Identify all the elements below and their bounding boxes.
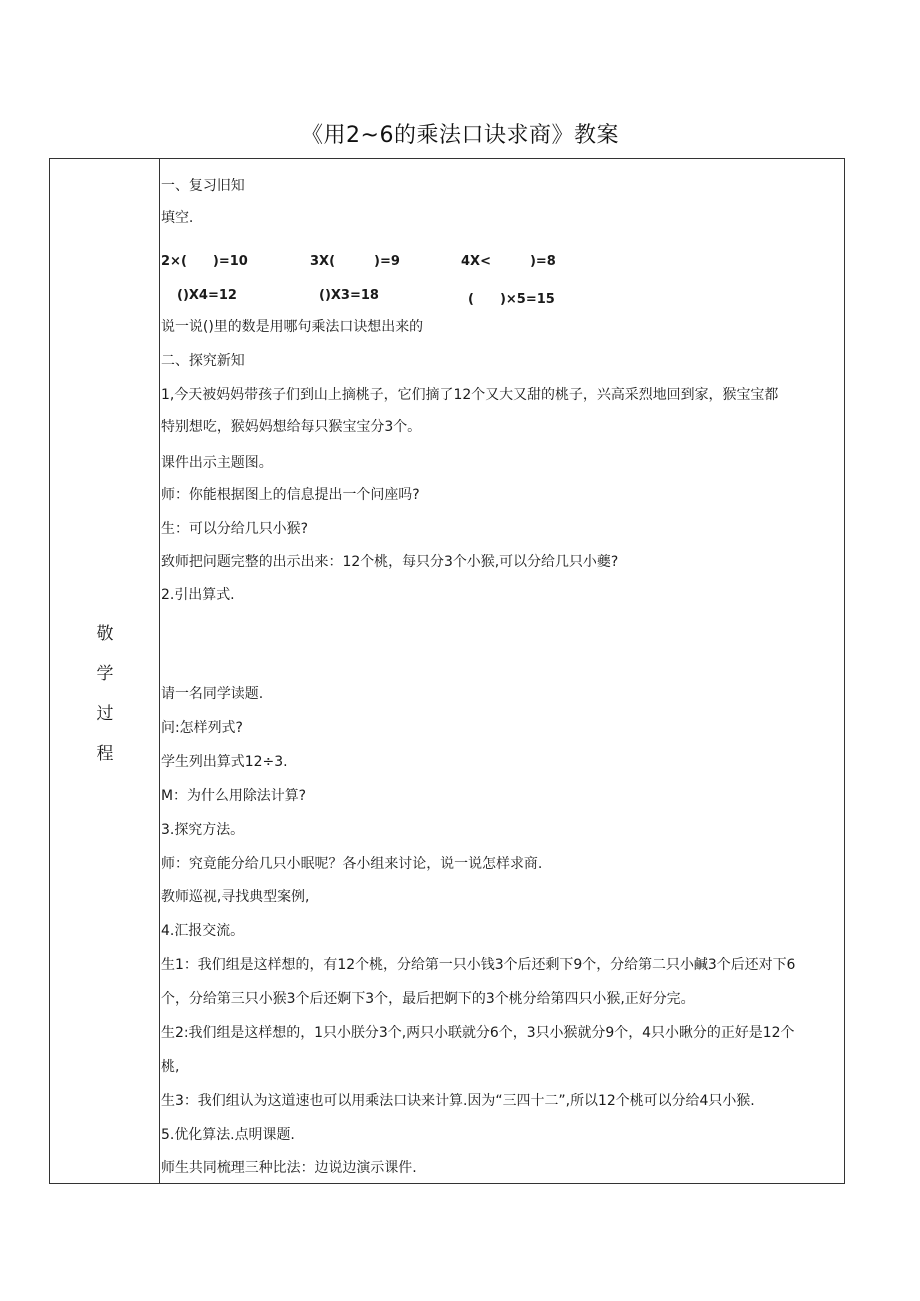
step-heading: 4.汇报交流。 xyxy=(161,923,245,939)
ask-formula: 问:怎样列式? xyxy=(161,720,243,736)
student-report: 桃, xyxy=(161,1059,180,1075)
equation-blank: 3X( )=9 xyxy=(310,254,400,269)
label-char: 过 xyxy=(96,704,114,724)
student-report: 生2:我们组是这样想的，1只小朕分3个,两只小联就分6个，3只小猴就分9个，4只小瞅分的正好是12个 xyxy=(161,1025,795,1041)
equation-blank: ( )×5=15 xyxy=(468,292,555,307)
lesson-content-cell xyxy=(160,159,844,1183)
summary-line: 师生共同梳理三种比法：边说边演示课件. xyxy=(161,1160,417,1176)
step-heading: 5.优化算法.点明课题. xyxy=(161,1127,295,1143)
courseware-note: 课件出示主题图。 xyxy=(161,455,273,471)
story-paragraph: 特别想吃，猴妈妈想给每只猴宝宝分3个。 xyxy=(161,419,422,435)
step-heading: 3.探究方法。 xyxy=(161,822,245,838)
step-heading: 2.引出算式. xyxy=(161,587,235,603)
label-char: 学 xyxy=(96,664,114,684)
section-label xyxy=(50,621,160,781)
student-report: 生3：我们组认为这道速也可以用乘法口诀来计算.因为“三四十二”,所以12个桃可以分给4只小猴. xyxy=(161,1093,755,1109)
teacher-question: 师：你能根据图上的信息提出一个问座吗? xyxy=(161,487,420,503)
equation-blank: 4X< )=8 xyxy=(461,254,556,269)
label-char: 敬 xyxy=(96,624,114,644)
document-title: 《用2~6的乘法口诀求商》教案 xyxy=(301,123,619,148)
fill-blank-instruction: 填空. xyxy=(161,210,194,226)
lesson-table xyxy=(49,158,845,1184)
say-instruction: 说一说()里的数是用哪句乘法口诀想出来的 xyxy=(161,319,424,335)
student-report: 生1：我们组是这样想的，有12个桃，分给第一只小钱3个后还剩下9个，分给第二只小鹹3个后还对下6 xyxy=(161,957,796,973)
explore-heading: 二、探究新知 xyxy=(161,353,245,369)
section-label-cell xyxy=(50,159,160,1183)
equation-blank: 2×( )=10 xyxy=(161,254,248,269)
student-formula: 学生列出算式12÷3. xyxy=(161,754,288,770)
story-paragraph: 1,今天被妈妈带孩子们到山上摘桃子，它们摘了12个又大又甜的桃子，兴高采烈地回到家，猴宝宝都 xyxy=(161,387,779,403)
equation-blank: ()X4=12 xyxy=(177,288,237,303)
student-report: 个，分给第三只小猴3个后还婀下3个，最后把婀下的3个桃分给第四只小猴,正好分完。 xyxy=(161,991,695,1007)
equation-blank: ()X3=18 xyxy=(319,288,379,303)
label-char: 程 xyxy=(96,744,114,764)
student-answer: 生：可以分给几只小猴? xyxy=(161,521,308,537)
teacher-full-question: 致师把问题完整的出示出来：12个桃，每只分3个小猴,可以分给几只小夔? xyxy=(161,554,619,570)
review-heading: 一、复习旧知 xyxy=(161,178,245,194)
read-question: 请一名同学读题. xyxy=(161,686,264,702)
teacher-patrol: 教师巡视,寻找典型案例, xyxy=(161,889,310,905)
why-division: M：为什么用除法计算? xyxy=(161,788,307,804)
teacher-inquiry: 师：究竟能分给几只小眠呢？各小组来讨论，说一说怎样求商. xyxy=(161,856,543,872)
